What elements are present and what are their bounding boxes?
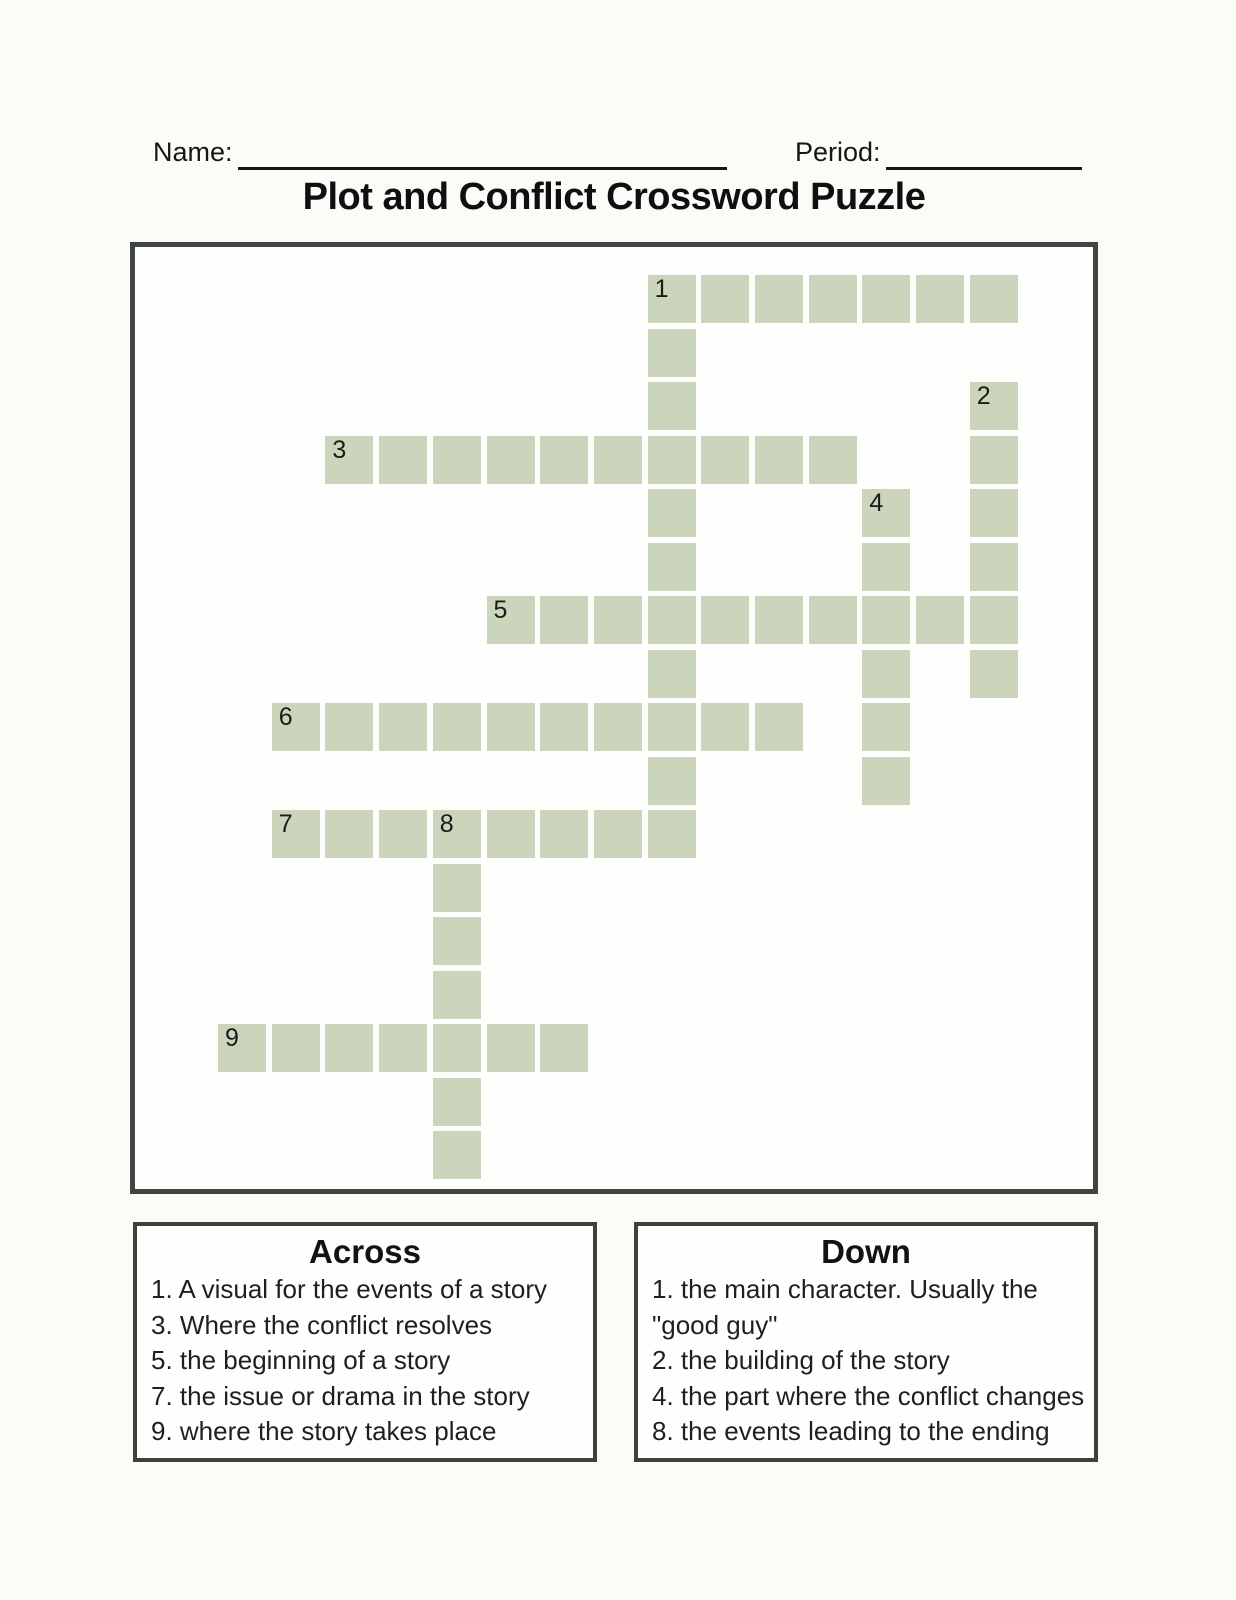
grid-cell[interactable] [809,275,857,323]
name-underline[interactable] [238,167,727,170]
page-title: Plot and Conflict Crossword Puzzle [302,176,926,218]
grid-cell[interactable] [970,596,1018,644]
period-label: Period: [795,137,881,167]
grid-cell[interactable] [862,703,910,751]
grid-cell[interactable] [433,703,481,751]
across-clue-line: 7. the issue or drama in the story [151,1380,530,1411]
cell-number: 5 [493,596,508,624]
grid-cell[interactable] [862,757,910,805]
grid-cell[interactable] [487,810,535,858]
grid-cell[interactable] [594,596,642,644]
grid-cell[interactable] [325,1024,373,1072]
grid-cell[interactable] [218,1024,266,1072]
grid-cell[interactable] [648,810,696,858]
name-label: Name: [153,137,233,167]
grid-cell[interactable] [862,543,910,591]
grid-cell[interactable] [648,543,696,591]
grid-cell[interactable] [540,1024,588,1072]
grid-cell[interactable] [648,382,696,430]
grid-cell[interactable] [487,1024,535,1072]
down-title: Down [821,1233,911,1270]
cell-number: 4 [869,489,884,517]
grid-cell[interactable] [916,596,964,644]
grid-cell[interactable] [379,810,427,858]
grid-cell[interactable] [755,275,803,323]
grid-cell[interactable] [272,810,320,858]
cell-number: 8 [439,810,454,838]
grid-cell[interactable] [648,596,696,644]
grid-cell[interactable] [540,436,588,484]
grid-cell[interactable] [970,382,1018,430]
grid-cell[interactable] [379,436,427,484]
grid-cell[interactable] [755,596,803,644]
grid-cell[interactable] [701,596,749,644]
grid-cell[interactable] [648,703,696,751]
across-clues-box [133,1222,597,1462]
grid-cell[interactable] [701,436,749,484]
grid-cell[interactable] [648,436,696,484]
grid-cell[interactable] [862,275,910,323]
grid-cell[interactable] [648,757,696,805]
grid-cell[interactable] [540,810,588,858]
grid-cell[interactable] [433,971,481,1019]
grid-cell[interactable] [862,596,910,644]
grid-cell[interactable] [433,1131,481,1179]
grid-cell[interactable] [594,703,642,751]
cell-number: 6 [278,703,293,731]
grid-cell[interactable] [648,650,696,698]
cell-number: 1 [654,275,669,303]
grid-cell[interactable] [540,596,588,644]
down-clue-line: 8. the events leading to the ending [652,1416,1050,1446]
grid-cell[interactable] [487,703,535,751]
grid-cell[interactable] [594,810,642,858]
grid-cell[interactable] [970,543,1018,591]
across-clue-line: 3. Where the conflict resolves [151,1309,493,1340]
grid-cell[interactable] [325,436,373,484]
across-title: Across [309,1233,421,1270]
cell-number: 2 [976,382,991,410]
cell-number: 7 [278,810,293,838]
grid-cell[interactable] [970,489,1018,537]
across-clue-line: 9. where the story takes place [151,1416,497,1446]
grid-cell[interactable] [809,436,857,484]
grid-cell[interactable] [325,703,373,751]
across-clue-line: 1. A visual for the events of a story [151,1274,547,1304]
grid-cell[interactable] [970,275,1018,323]
crossword-grid [130,242,1098,1194]
down-clue-line: "good guy" [652,1309,778,1340]
down-clues-box [634,1222,1098,1462]
down-clue-line: 4. the part where the conflict changes [652,1380,1085,1411]
across-clue-line: 5. the beginning of a story [151,1345,451,1375]
grid-cell[interactable] [433,1078,481,1126]
grid-cell[interactable] [272,1024,320,1072]
cell-number: 3 [332,435,347,464]
grid-cell[interactable] [970,436,1018,484]
grid-cell[interactable] [272,703,320,751]
cell-number: 9 [225,1024,239,1052]
grid-cell[interactable] [433,917,481,965]
grid-cell[interactable] [755,703,803,751]
grid-cell[interactable] [325,810,373,858]
grid-cell[interactable] [540,703,588,751]
grid-cell[interactable] [379,703,427,751]
period-underline[interactable] [886,167,1082,170]
grid-cell[interactable] [701,703,749,751]
grid-cell[interactable] [970,650,1018,698]
grid-cell[interactable] [755,436,803,484]
grid-cell[interactable] [487,436,535,484]
grid-cell[interactable] [433,1024,481,1072]
grid-cell[interactable] [487,596,535,644]
grid-cell[interactable] [433,864,481,912]
down-clue-line: 2. the building of the story [652,1345,950,1375]
grid-cell[interactable] [862,650,910,698]
grid-cell[interactable] [594,436,642,484]
grid-cell[interactable] [648,329,696,377]
grid-cell[interactable] [916,275,964,323]
grid-cell[interactable] [809,596,857,644]
down-clue-line: 1. the main character. Usually the [652,1274,1038,1304]
grid-cell[interactable] [701,275,749,323]
grid-cell[interactable] [648,275,696,323]
grid-cell[interactable] [433,810,481,858]
grid-cell[interactable] [648,489,696,537]
grid-cell[interactable] [862,489,910,537]
grid-cell[interactable] [433,436,481,484]
grid-cell[interactable] [379,1024,427,1072]
